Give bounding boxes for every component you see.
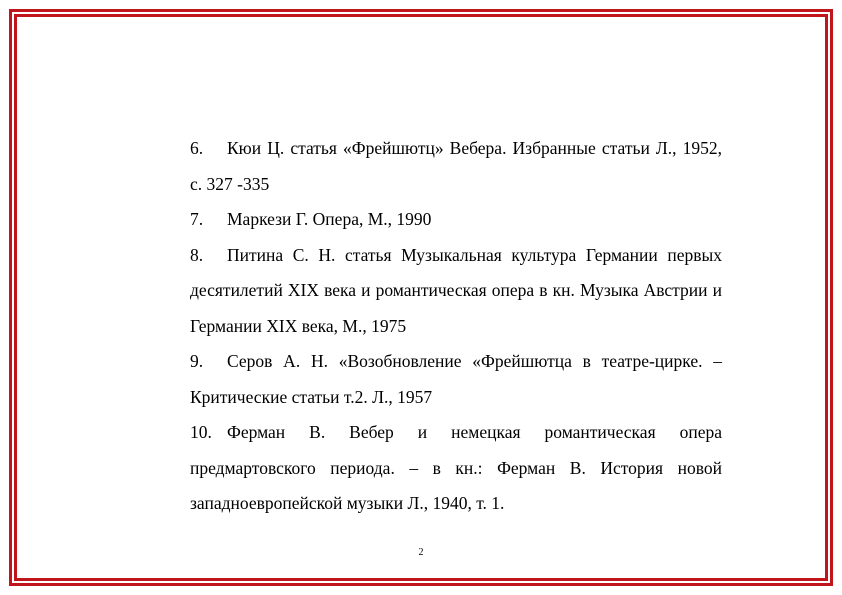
entry-text: Кюи Ц. статья «Фрейшютц» Вебера. Избранные статьи Л., 1952, с. 327 -335 bbox=[190, 138, 722, 194]
entry-number: 9. bbox=[190, 351, 204, 371]
entry-text: Маркези Г. Опера, М., 1990 bbox=[227, 209, 432, 229]
entry-text: Питина С. Н. статья Музыкальная культура Германии первых десятилетий XIX века и романтическая опера в кн. Музыка Австрии и Германии XIX века, М., 1975 bbox=[190, 244, 722, 336]
bibliography-list bbox=[190, 131, 722, 522]
bibliography-entry-8 bbox=[190, 238, 722, 345]
entry-text: Серов А. Н. «Возобновление «Фрейшютца в театре-цирке. – Критические статьи т.2. Л., 1957 bbox=[190, 351, 722, 407]
bibliography-entry-7 bbox=[190, 202, 722, 238]
bibliography-entry-6 bbox=[190, 131, 722, 202]
entry-number: 6. bbox=[190, 138, 204, 158]
entry-number: 8. bbox=[190, 244, 204, 265]
page-number: 2 bbox=[418, 547, 424, 558]
entry-text: Ферман В. Вебер и немецкая романтическая опера предмартовского периода. – в кн.: Ферман В. История новой западноевропейской музыки Л., 1940, т. 1. bbox=[190, 422, 722, 513]
bibliography-entry-9 bbox=[190, 344, 722, 415]
bibliography-entry-10 bbox=[190, 415, 722, 522]
entry-number: 7. bbox=[190, 209, 204, 229]
entry-number: 10. bbox=[190, 422, 212, 442]
